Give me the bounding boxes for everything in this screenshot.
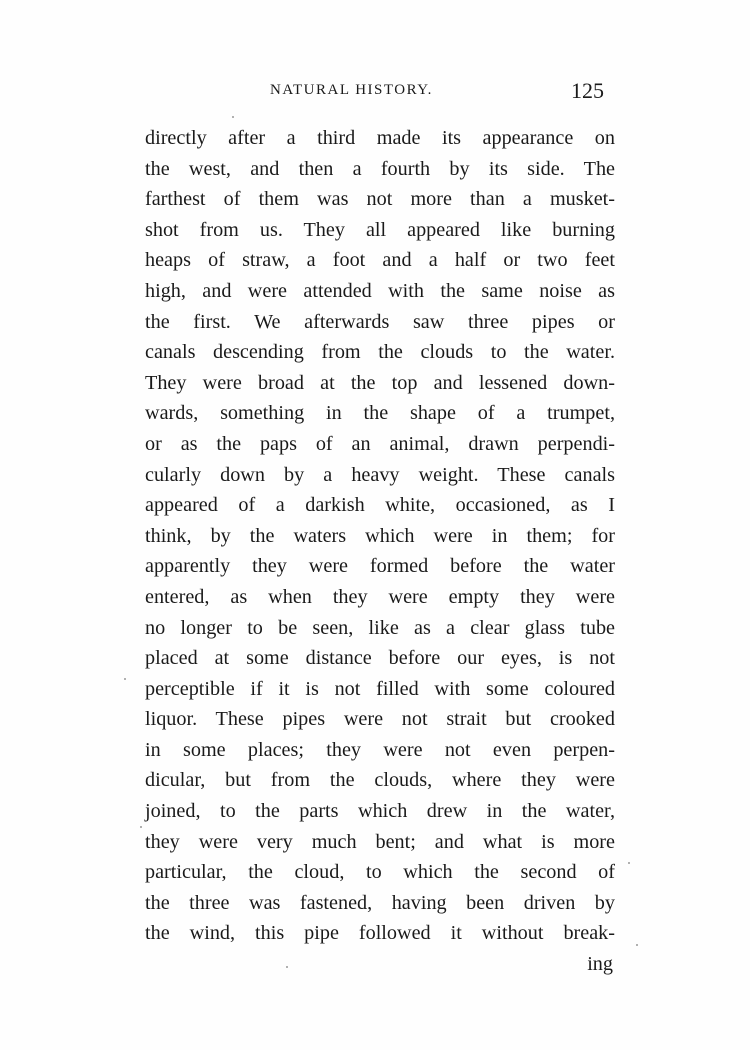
text-line: joined, to the parts which drew in the water, (145, 800, 615, 823)
page-number: 125 (571, 78, 604, 103)
speck (636, 944, 638, 946)
text-line: shot from us. They all appeared like burning (145, 218, 615, 241)
text-line: placed at some distance before our eyes, is not (145, 647, 615, 670)
speck (286, 966, 288, 968)
speck (124, 678, 126, 680)
speck (628, 862, 630, 864)
speck (232, 116, 234, 118)
text-line: dicular, but from the clouds, where they were (145, 769, 615, 792)
text-line: in some places; they were not even perpen- (145, 738, 615, 761)
text-line: liquor. These pipes were not strait but crooked (145, 708, 615, 731)
text-line: cularly down by a heavy weight. These canals (145, 463, 615, 486)
text-line: They were broad at the top and lessened down- (145, 371, 615, 394)
body-text (145, 123, 615, 980)
text-line: the wind, this pipe followed it without break- (145, 922, 615, 945)
text-line: entered, as when they were empty they were (145, 585, 615, 608)
text-line: perceptible if it is not filled with some coloured (145, 677, 615, 700)
text-line: directly after a third made its appearance on (145, 127, 615, 149)
text-line: apparently they were formed before the water (145, 555, 615, 578)
text-line: the first. We afterwards saw three pipes or (145, 310, 615, 333)
text-line: high, and were attended with the same noise as (145, 279, 615, 302)
text-line: the three was fastened, having been driven by (145, 891, 615, 914)
text-line: heaps of straw, a foot and a half or two feet (145, 249, 615, 272)
text-line: or as the paps of an animal, drawn perpendi- (145, 432, 615, 455)
text-line: the west, and then a fourth by its side. The (145, 157, 615, 180)
text-line: think, by the waters which were in them; for (145, 524, 615, 547)
text-line: appeared of a darkish white, occasioned, as I (145, 494, 615, 517)
text-line: farthest of them was not more than a musket- (145, 188, 615, 211)
text-line: wards, something in the shape of a trumpet, (145, 402, 615, 425)
text-line: no longer to be seen, like as a clear glass tube (145, 616, 615, 639)
speck (140, 826, 142, 828)
catchword: ing (587, 953, 613, 976)
running-head (140, 78, 610, 112)
text-line: they were very much bent; and what is more (145, 830, 615, 853)
text-line: canals descending from the clouds to the water. (145, 341, 615, 364)
running-title: NATURAL HISTORY. (270, 82, 433, 98)
text-line: particular, the cloud, to which the second of (145, 861, 615, 884)
